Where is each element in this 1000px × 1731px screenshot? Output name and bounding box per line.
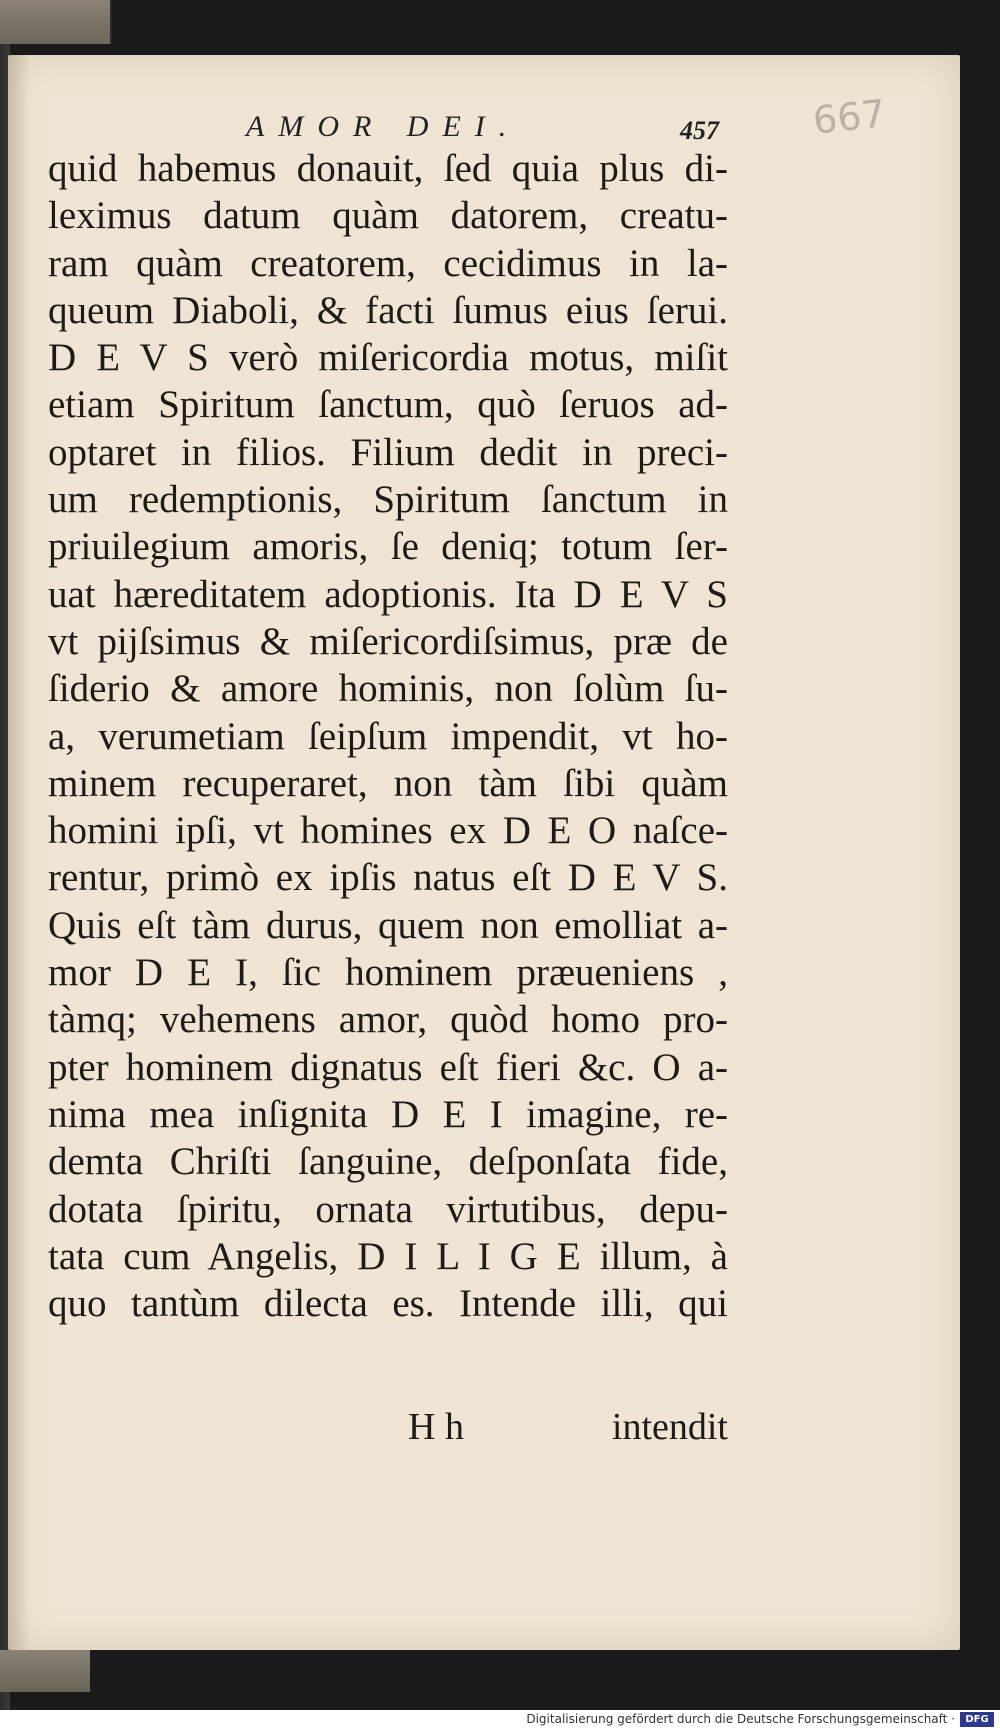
text-line: leximus datum quàm datorem, creatu- [48,194,728,238]
text-line: queum Diaboli, & facti ſumus eius ſerui. [48,288,728,332]
text-line: Quis eſt tàm durus, quem non emolliat a- [48,903,728,947]
text-line: a, verumetiam ſeipſum impendit, vt ho- [48,714,728,758]
bottom-binding-tab [0,1650,90,1692]
text-line: quo tantùm dilecta es. Intende illi, qui [48,1282,728,1326]
page-number: 457 [680,116,719,145]
text-line: pter hominem dignatus eſt fieri &c. O a- [48,1045,728,1089]
text-line: demta Chriſti ſanguine, deſponſata fide, [48,1140,728,1184]
text-line: tàmq; vehemens amor, quòd homo pro- [48,998,728,1042]
catchword-row [48,1405,728,1453]
text-line: dotata ſpiritu, ornata virtutibus, depu- [48,1187,728,1231]
signature-mark: H h [408,1406,464,1448]
text-line: mor D E I, ſic hominem præueniens , [48,951,728,995]
text-line: minem recuperaret, non tàm ſibi quàm [48,761,728,805]
text-line: optaret in filios. Filium dedit in preci- [48,430,728,474]
running-head: AMOR DEI. [246,110,521,143]
text-line: D E V S verò miſericordia motus, miſit [48,336,728,380]
digitization-footer [0,1710,1000,1731]
top-binding-tab [0,0,112,44]
text-line: ram quàm creatorem, cecidimus in la- [48,241,728,285]
pencil-note: 667 [810,91,888,143]
text-line: etiam Spiritum ſanctum, quò ſeruos ad- [48,383,728,427]
text-line: quid habemus donauit, ſed quia plus di- [48,147,728,190]
body-text [48,145,728,1327]
dfg-logo-icon: DFG [960,1712,994,1727]
text-line: ſiderio & amore hominis, non ſolùm ſu- [48,667,728,711]
text-line: homini ipſi, vt homines ex D E O naſce- [48,809,728,853]
text-line: priuilegium amoris, ſe deniq; totum ſer- [48,525,728,569]
book-page [8,55,960,1650]
text-line: nima mea inſignita D E I imagine, re- [48,1092,728,1136]
catchword: intendit [611,1406,728,1448]
text-line: um redemptionis, Spiritum ſanctum in [48,478,728,522]
footer-credit: Digitalisierung gefördert durch die Deutsche Forschungsgemeinschaft · [526,1712,955,1726]
text-line: uat hæreditatem adoptionis. Ita D E V S [48,572,728,616]
text-line: rentur, primò ex ipſis natus eſt D E V S. [48,856,728,900]
text-line: tata cum Angelis, D I L I G E illum, à [48,1234,728,1278]
text-line: vt pijſsimus & miſericordiſsimus, præ de [48,619,728,663]
